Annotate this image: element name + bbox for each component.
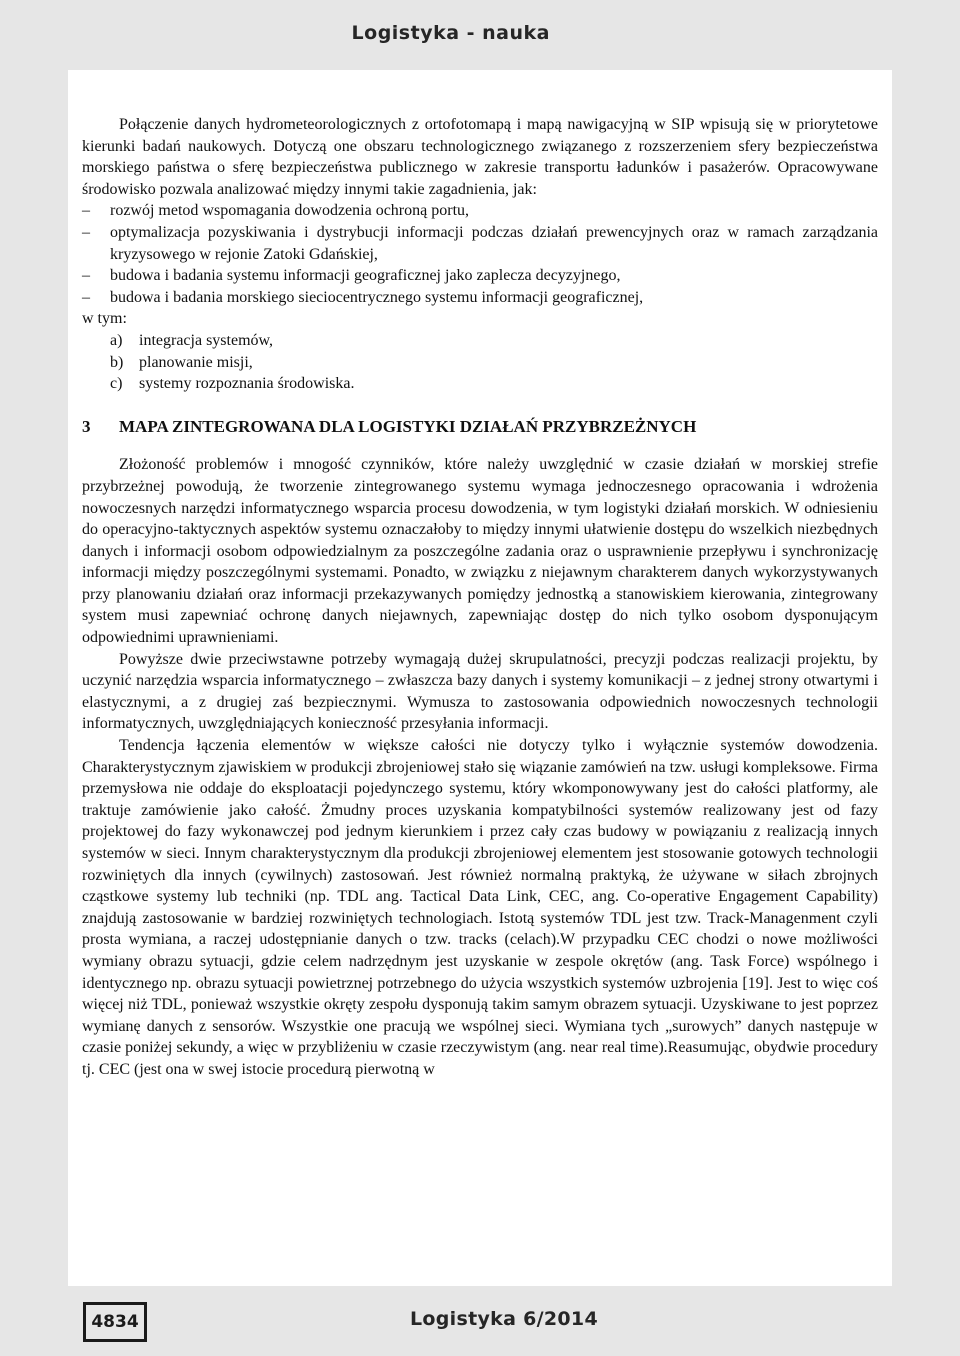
list-marker: a) bbox=[110, 331, 123, 349]
page-number-box bbox=[83, 1302, 147, 1342]
journal-section-title: Logistyka - nauka bbox=[351, 22, 550, 44]
body-paragraph: Tendencja łączenia elementów w większe całości nie dotyczy tylko i wyłącznie systemów dowodzenia. Charakterystycznym zjawiskiem w produkcji zbrojeniowej stało się wiązanie zamówień na tzw. usługi kompleksowe. Firma przemysłowa nie oddaje do eksploatacji pojedynczego systemu, który wkomponowywany jest do całości platformy, ale traktuje zamówienie jako całość. Żmudny proces uzyskania kompatybilności systemów realizowany jest od fazy projektowej do fazy wykonawczej pod jednym kierunkiem i przez cały czas budowy w powiązaniu z realizacją innych systemów w sieci. Innym charakterystycznym dla produkcji zbrojeniowej elementem jest stosowanie gotowych technologii rozwiniętych dla innych (cywilnych) zastosowań. Jest również normalną praktyką, że używane w siłach zbrojnych cząstkowe systemy lub techniki (np. TDL ang. Tactical Data Link, CEC, ang. Co-operative Engagement Capability) znajdują zastosowanie w bardziej rozwiniętych technologiach. Istotą systemów TDL jest tzw. Track-Managenment czyli prosta wymiana, a raczej udostępnianie danych o tzw. tracks (celach).W przypadku CEC chodzi o nowe możliwości wymiany obrazu sytuacji, gdzie celem nadrzędnym jest uzyskanie w zespole okrętów (ang. Task Force) wspólnego i identycznego np. obrazu sytuacji powietrznej potrzebnego do użycia wszystkich systemów uzbrojenia [19]. Jest to więc coś więcej niż TDL, ponieważ wszystkie okręty zespołu dysponują takim samym obrazem sytuacji. Uzyskiwane to jest poprzez wymianę danych z sensorów. Wszystkie one pracują we wspólnej sieci. Wymiana tych „surowych” danych następuje w czasie poniżej sekundy, a więc w przybliżeniu w czasie rzeczywistym (ang. near real time).Reasumując, obydwie procedury tj. CEC (jest ona w swej istocie procedurą pierwotną w bbox=[82, 737, 878, 1078]
dash-list-item: – optymalizacja pozyskiwania i dystrybucji informacji podczas działań prewencyjnych oraz w ramach zarządzania kryzysowego w rejonie Zatoki Gdańskiej, bbox=[82, 222, 878, 265]
article-body bbox=[82, 114, 878, 1081]
alpha-list-item bbox=[110, 373, 878, 395]
list-marker: b) bbox=[110, 353, 124, 371]
section-number: 3 bbox=[82, 416, 91, 436]
list-marker: c) bbox=[110, 375, 123, 393]
dash-list-item: – rozwój metod wspomagania dowodzenia ochroną portu, bbox=[82, 200, 878, 222]
dash-list-item: – budowa i badania systemu informacji geograficznej jako zaplecza decyzyjnego, bbox=[82, 265, 878, 287]
list-item-text: systemy rozpoznania środowiska. bbox=[139, 375, 355, 393]
alpha-list-item bbox=[110, 352, 878, 374]
journal-issue: Logistyka 6/2014 bbox=[410, 1308, 598, 1330]
intro-paragraph: Połączenie danych hydrometeorologicznych z ortofotomapą i mapą nawigacyjną w SIP wpisują się w priorytetowe kierunki badań naukowych. Dotyczą one obszaru technologicznego związanego z rozszerzeniem sfery bezpieczeństwa morskiego państwa o sferę bezpieczeństwa publicznego w zakresie transportu ładunków i pasażerów. Opracowywane środowisko pozwala analizować między innymi takie zagadnienia, jak: bbox=[82, 116, 878, 198]
article-page bbox=[68, 70, 892, 1286]
w-tym-label: w tym: bbox=[82, 310, 127, 328]
alpha-list-item bbox=[110, 330, 878, 352]
dash-list-item: – budowa i badania morskiego sieciocentrycznego systemu informacji geograficznej, bbox=[82, 287, 878, 309]
body-paragraph: Złożoność problemów i mnogość czynników, które należy uwzględnić w czasie działań w morskiej strefie przybrzeżnej powodują, że tworzenie zintegrowanego systemu wymaga jednoczesnego opracowania i wdrożenia nowoczesnych narzędzi informatycznego wsparcia procesu dowodzenia, w tym logistyki działań morskich. W odniesieniu do operacyjno-taktycznych aspektów systemu oznaczałoby to między innymi ułatwienie dostępu do wszelkich niezbędnych danych i informacji osobom odpowiedzialnym za poszczególne zadania oraz o usprawnienie przepływu i synchronizację informacji między poszczególnymi systemami. Ponadto, w związku z niejawnym charakterem danych wykorzystywanych przy planowaniu działań oraz informacji przekazywanych pomiędzy jednostką a stanowiskiem kierowania, zintegrowany system musi zapewniać ochronę danych niejawnych, zapewniając dostęp do nich tylko osobom dysponującym odpowiednimi uprawnieniami. bbox=[82, 456, 878, 647]
dash-list bbox=[82, 200, 878, 308]
section-heading bbox=[82, 416, 878, 438]
section-title: MAPA ZINTEGROWANA DLA LOGISTYKI DZIAŁAŃ PRZYBRZEŻNYCH bbox=[119, 416, 697, 436]
body-paragraph: Powyższe dwie przeciwstawne potrzeby wymagają dużej skrupulatności, precyzji podczas realizacji projektu, by uczynić narzędzia wsparcia informatycznego – zwłaszcza bazy danych i systemy komunikacji – z jednej strony otwartymi i elastycznymi, a z drugiej zaś bezpiecznymi. Wymusza to zastosowania odpowiednich nowoczesnych technologii informatycznych, uwzględniających konieczność przesyłania informacji. bbox=[82, 650, 878, 733]
list-item-text: planowanie misji, bbox=[139, 353, 253, 371]
list-item-text: integracja systemów, bbox=[139, 331, 274, 349]
page-number: 4834 bbox=[91, 1312, 139, 1332]
page-header bbox=[0, 0, 960, 70]
alpha-list bbox=[82, 330, 878, 395]
